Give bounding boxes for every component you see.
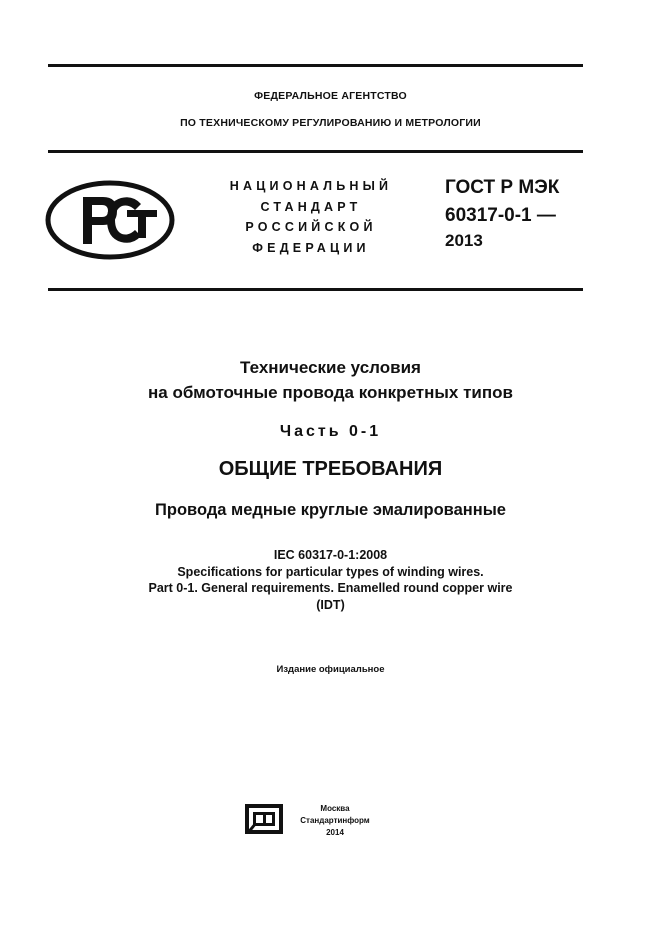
publisher-info	[292, 803, 378, 839]
header-rule	[48, 150, 583, 153]
agency-line-2: ПО ТЕХНИЧЕСКОМУ РЕГУЛИРОВАНИЮ И МЕТРОЛОГИИ	[180, 117, 481, 129]
agency-line-1: ФЕДЕРАЛЬНОЕ АГЕНТСТВО	[254, 90, 407, 102]
iec-line-3: Part 0-1. General requirements. Enamelled round copper wire	[148, 581, 513, 595]
rst-logo-icon	[45, 180, 175, 260]
designation-line-2: 60317-0-1 —	[445, 205, 556, 226]
national-standard-label	[222, 176, 400, 258]
standartinform-logo-icon	[245, 804, 283, 834]
iec-line-2: Specifications for particular types of winding wires.	[177, 564, 484, 579]
subtitle: Провода медные круглые эмалированные	[155, 501, 506, 519]
part-label: Часть 0-1	[279, 423, 382, 440]
main-title: ОБЩИЕ ТРЕБОВАНИЯ	[218, 458, 443, 480]
designation-line-3: 2013	[445, 231, 483, 250]
title-line-2: на обмоточные провода конкретных типов	[148, 383, 513, 402]
iec-line-1: IEC 60317-0-1:2008	[273, 548, 388, 562]
iec-reference	[0, 547, 661, 613]
publisher-city: Москва	[320, 804, 350, 813]
publisher-name: Стандартинформ	[300, 816, 370, 825]
publisher-year: 2014	[326, 828, 344, 837]
national-line-1: НАЦИОНАЛЬНЫЙ	[229, 179, 393, 193]
title-line-1: Технические условия	[240, 358, 421, 377]
standard-designation	[445, 174, 559, 252]
designation-line-1: ГОСТ Р МЭК	[445, 177, 560, 198]
national-line-4: ФЕДЕРАЦИИ	[252, 240, 370, 255]
top-rule	[48, 64, 583, 67]
national-line-2: СТАНДАРТ	[260, 199, 362, 214]
standard-block-rule	[48, 288, 583, 291]
national-line-3: РОССИЙСКОЙ	[245, 220, 377, 234]
edition-label: Издание официальное	[276, 664, 385, 675]
iec-line-4: (IDT)	[316, 597, 345, 612]
